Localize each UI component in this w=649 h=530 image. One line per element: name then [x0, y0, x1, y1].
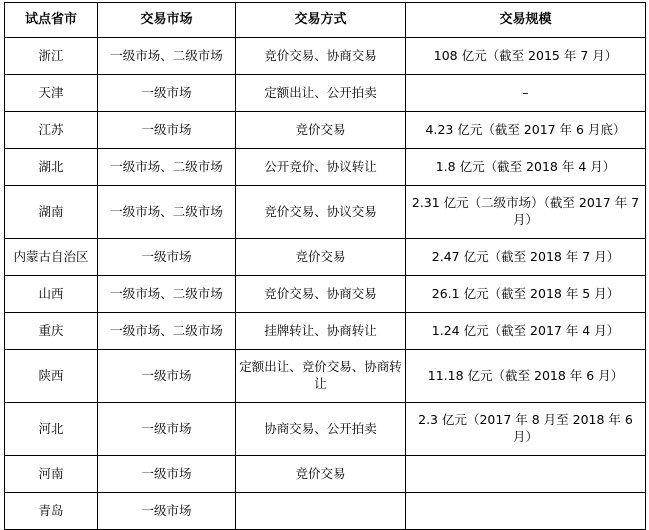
table-row [5, 112, 646, 149]
cell-region: 湖北 [5, 149, 98, 186]
table-row [5, 313, 646, 350]
column-header-region: 试点省市 [5, 3, 98, 38]
cell-market: 一级市场 [98, 75, 236, 112]
cell-mode: 竞价交易 [236, 239, 406, 276]
cell-mode: 协商交易、公开拍卖 [236, 403, 406, 456]
cell-mode: 竞价交易 [236, 112, 406, 149]
cell-region: 内蒙古自治区 [5, 239, 98, 276]
column-header-scale: 交易规模 [406, 3, 646, 38]
cell-region: 湖南 [5, 186, 98, 239]
cell-scale: 2.47 亿元（截至 2018 年 7 月） [406, 239, 646, 276]
cell-market: 一级市场、二级市场 [98, 38, 236, 75]
cell-scale: 11.18 亿元（截至 2018 年 6 月） [406, 350, 646, 403]
table-body [5, 38, 646, 530]
cell-region: 河南 [5, 456, 98, 493]
cell-market: 一级市场 [98, 493, 236, 530]
cell-market: 一级市场、二级市场 [98, 313, 236, 350]
cell-mode [236, 493, 406, 530]
cell-region: 山西 [5, 276, 98, 313]
cell-mode: 定额出让、竞价交易、协商转让 [236, 350, 406, 403]
table-row [5, 350, 646, 403]
table-row [5, 493, 646, 530]
cell-region: 青岛 [5, 493, 98, 530]
cell-scale: – [406, 75, 646, 112]
column-header-market: 交易市场 [98, 3, 236, 38]
cell-scale: 4.23 亿元（截至 2017 年 6 月底） [406, 112, 646, 149]
cell-market: 一级市场、二级市场 [98, 276, 236, 313]
cell-scale [406, 493, 646, 530]
document-page [0, 2, 649, 518]
cell-scale [406, 456, 646, 493]
table-row [5, 38, 646, 75]
cell-market: 一级市场 [98, 239, 236, 276]
cell-scale: 108 亿元（截至 2015 年 7 月） [406, 38, 646, 75]
cell-scale: 26.1 亿元（截至 2018 年 5 月） [406, 276, 646, 313]
table-row [5, 75, 646, 112]
cell-mode: 竞价交易、协议交易 [236, 186, 406, 239]
cell-market: 一级市场 [98, 403, 236, 456]
cell-market: 一级市场、二级市场 [98, 186, 236, 239]
cell-mode: 竞价交易、协商交易 [236, 276, 406, 313]
cell-mode: 公开竞价、协议转让 [236, 149, 406, 186]
cell-region: 天津 [5, 75, 98, 112]
cell-scale: 1.24 亿元（截至 2017 年 4 月） [406, 313, 646, 350]
cell-mode: 定额出让、公开拍卖 [236, 75, 406, 112]
cell-region: 陕西 [5, 350, 98, 403]
table-row [5, 186, 646, 239]
cell-scale: 2.3 亿元（2017 年 8 月至 2018 年 6 月） [406, 403, 646, 456]
cell-market: 一级市场 [98, 112, 236, 149]
cell-mode: 竞价交易、协商交易 [236, 38, 406, 75]
cell-market: 一级市场 [98, 456, 236, 493]
cell-region: 江苏 [5, 112, 98, 149]
cell-mode: 挂牌转让、协商转让 [236, 313, 406, 350]
cell-region: 重庆 [5, 313, 98, 350]
cell-market: 一级市场 [98, 350, 236, 403]
column-header-mode: 交易方式 [236, 3, 406, 38]
cell-region: 河北 [5, 403, 98, 456]
cell-market: 一级市场、二级市场 [98, 149, 236, 186]
table-row [5, 239, 646, 276]
table-header [5, 3, 646, 38]
table-row [5, 276, 646, 313]
table-row [5, 149, 646, 186]
cell-scale: 2.31 亿元（二级市场）（截至 2017 年 7 月） [406, 186, 646, 239]
cell-mode: 竞价交易 [236, 456, 406, 493]
table-row [5, 456, 646, 493]
pilot-carbon-market-table [4, 2, 646, 530]
cell-region: 浙江 [5, 38, 98, 75]
table-row [5, 403, 646, 456]
cell-scale: 1.8 亿元（截至 2018 年 4 月） [406, 149, 646, 186]
table-header-row [5, 3, 646, 38]
